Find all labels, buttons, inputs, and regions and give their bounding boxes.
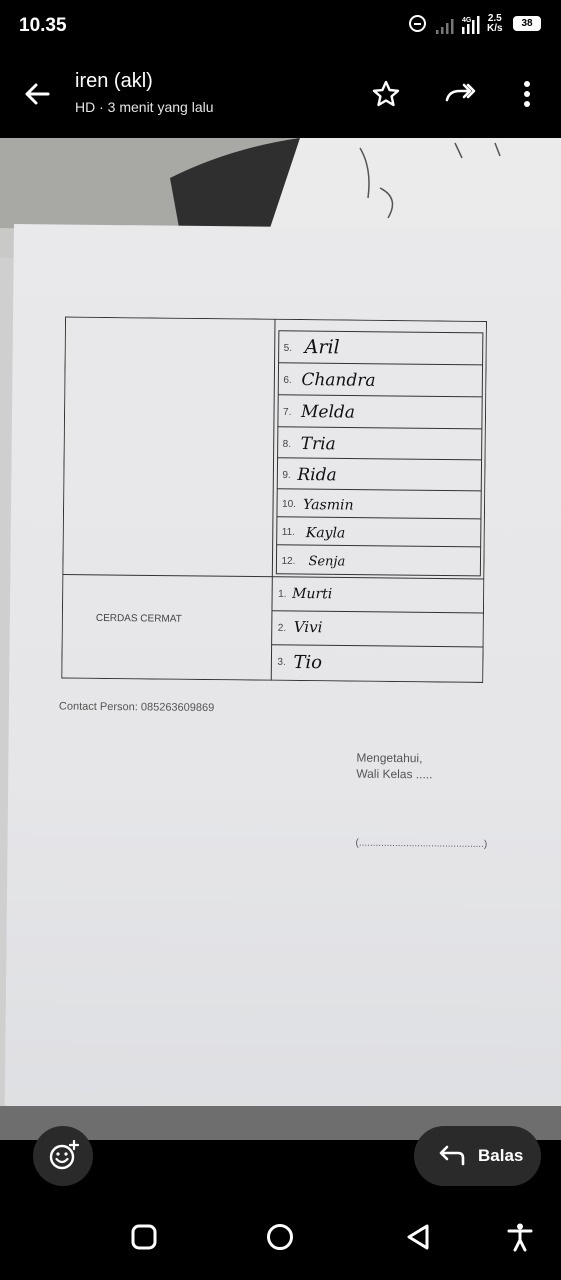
media-subtitle: HD · 3 menit yang lalu	[75, 99, 214, 115]
react-button[interactable]	[33, 1126, 93, 1186]
row-number: 2.	[277, 622, 287, 634]
row-number: 3.	[277, 656, 286, 668]
row-6	[283, 370, 375, 391]
row-b3	[277, 652, 322, 673]
signature-line: (.............................................)	[355, 837, 488, 850]
row-number: 8.	[282, 438, 292, 450]
home-icon[interactable]	[265, 1222, 295, 1252]
row-11	[282, 525, 346, 542]
participant-name: Vivi	[293, 617, 323, 637]
row-number: 12.	[281, 555, 296, 567]
participant-name: Rida	[297, 464, 337, 486]
participant-table	[61, 317, 487, 683]
row-number: 7.	[282, 406, 292, 418]
back-arrow-icon[interactable]	[22, 78, 54, 110]
participant-name: Tria	[300, 434, 336, 455]
row-12	[281, 554, 345, 570]
photo-viewer[interactable]	[0, 138, 561, 1140]
row-number: 1.	[278, 588, 287, 600]
star-icon[interactable]	[370, 78, 402, 110]
recents-icon[interactable]	[129, 1222, 159, 1252]
row-9	[282, 465, 336, 486]
row-number: 11.	[281, 526, 296, 538]
accessibility-icon[interactable]	[505, 1222, 535, 1252]
reply-label: Balas	[478, 1146, 524, 1165]
participant-name: Yasmin	[302, 497, 354, 514]
participant-name: Melda	[300, 402, 356, 423]
wali-kelas-text: Wali Kelas .....	[356, 766, 433, 782]
row-number: 9.	[282, 469, 291, 481]
network-speed-value: 2.5	[487, 13, 502, 24]
participant-name: Senja	[308, 554, 346, 570]
viewer-footer	[0, 1140, 561, 1280]
row-10	[282, 497, 354, 514]
row-5	[284, 336, 340, 359]
row-b1	[278, 586, 332, 603]
mengetahui-text: Mengetahui,	[356, 750, 423, 766]
back-nav-icon[interactable]	[403, 1222, 433, 1252]
reply-arrow-icon	[436, 1141, 466, 1171]
signal-icon	[436, 15, 486, 34]
reply-button[interactable]	[414, 1126, 541, 1186]
row-number: 10.	[282, 498, 297, 510]
row-7	[283, 402, 355, 423]
participant-name: Kayla	[305, 525, 346, 542]
row-8	[283, 434, 336, 455]
contact-person-text: Contact Person: 085263609869	[58, 700, 215, 715]
participant-name: Tio	[293, 651, 323, 674]
document-paper	[5, 224, 561, 1130]
row-number: 5.	[283, 342, 293, 354]
contact-name: iren (akl)	[75, 70, 153, 92]
participant-name: Chandra	[301, 370, 376, 391]
row-b2	[278, 618, 323, 636]
battery-icon: 38	[513, 16, 541, 31]
status-bar	[0, 0, 561, 50]
emoji-add-icon	[33, 1126, 93, 1186]
network-type-label: 4G	[462, 17, 472, 24]
network-speed-unit: K/s	[487, 23, 503, 34]
participant-name: Aril	[304, 336, 340, 359]
media-viewer-header	[0, 50, 561, 138]
more-options-icon[interactable]	[511, 78, 543, 110]
row-number: 6.	[283, 374, 292, 386]
network-speed	[487, 14, 503, 34]
participant-name: Murti	[292, 585, 333, 603]
category-label: CERDAS CERMAT	[95, 612, 182, 625]
status-time: 10.35	[19, 15, 67, 36]
do-not-disturb-icon	[409, 15, 426, 32]
forward-icon[interactable]	[444, 78, 476, 110]
